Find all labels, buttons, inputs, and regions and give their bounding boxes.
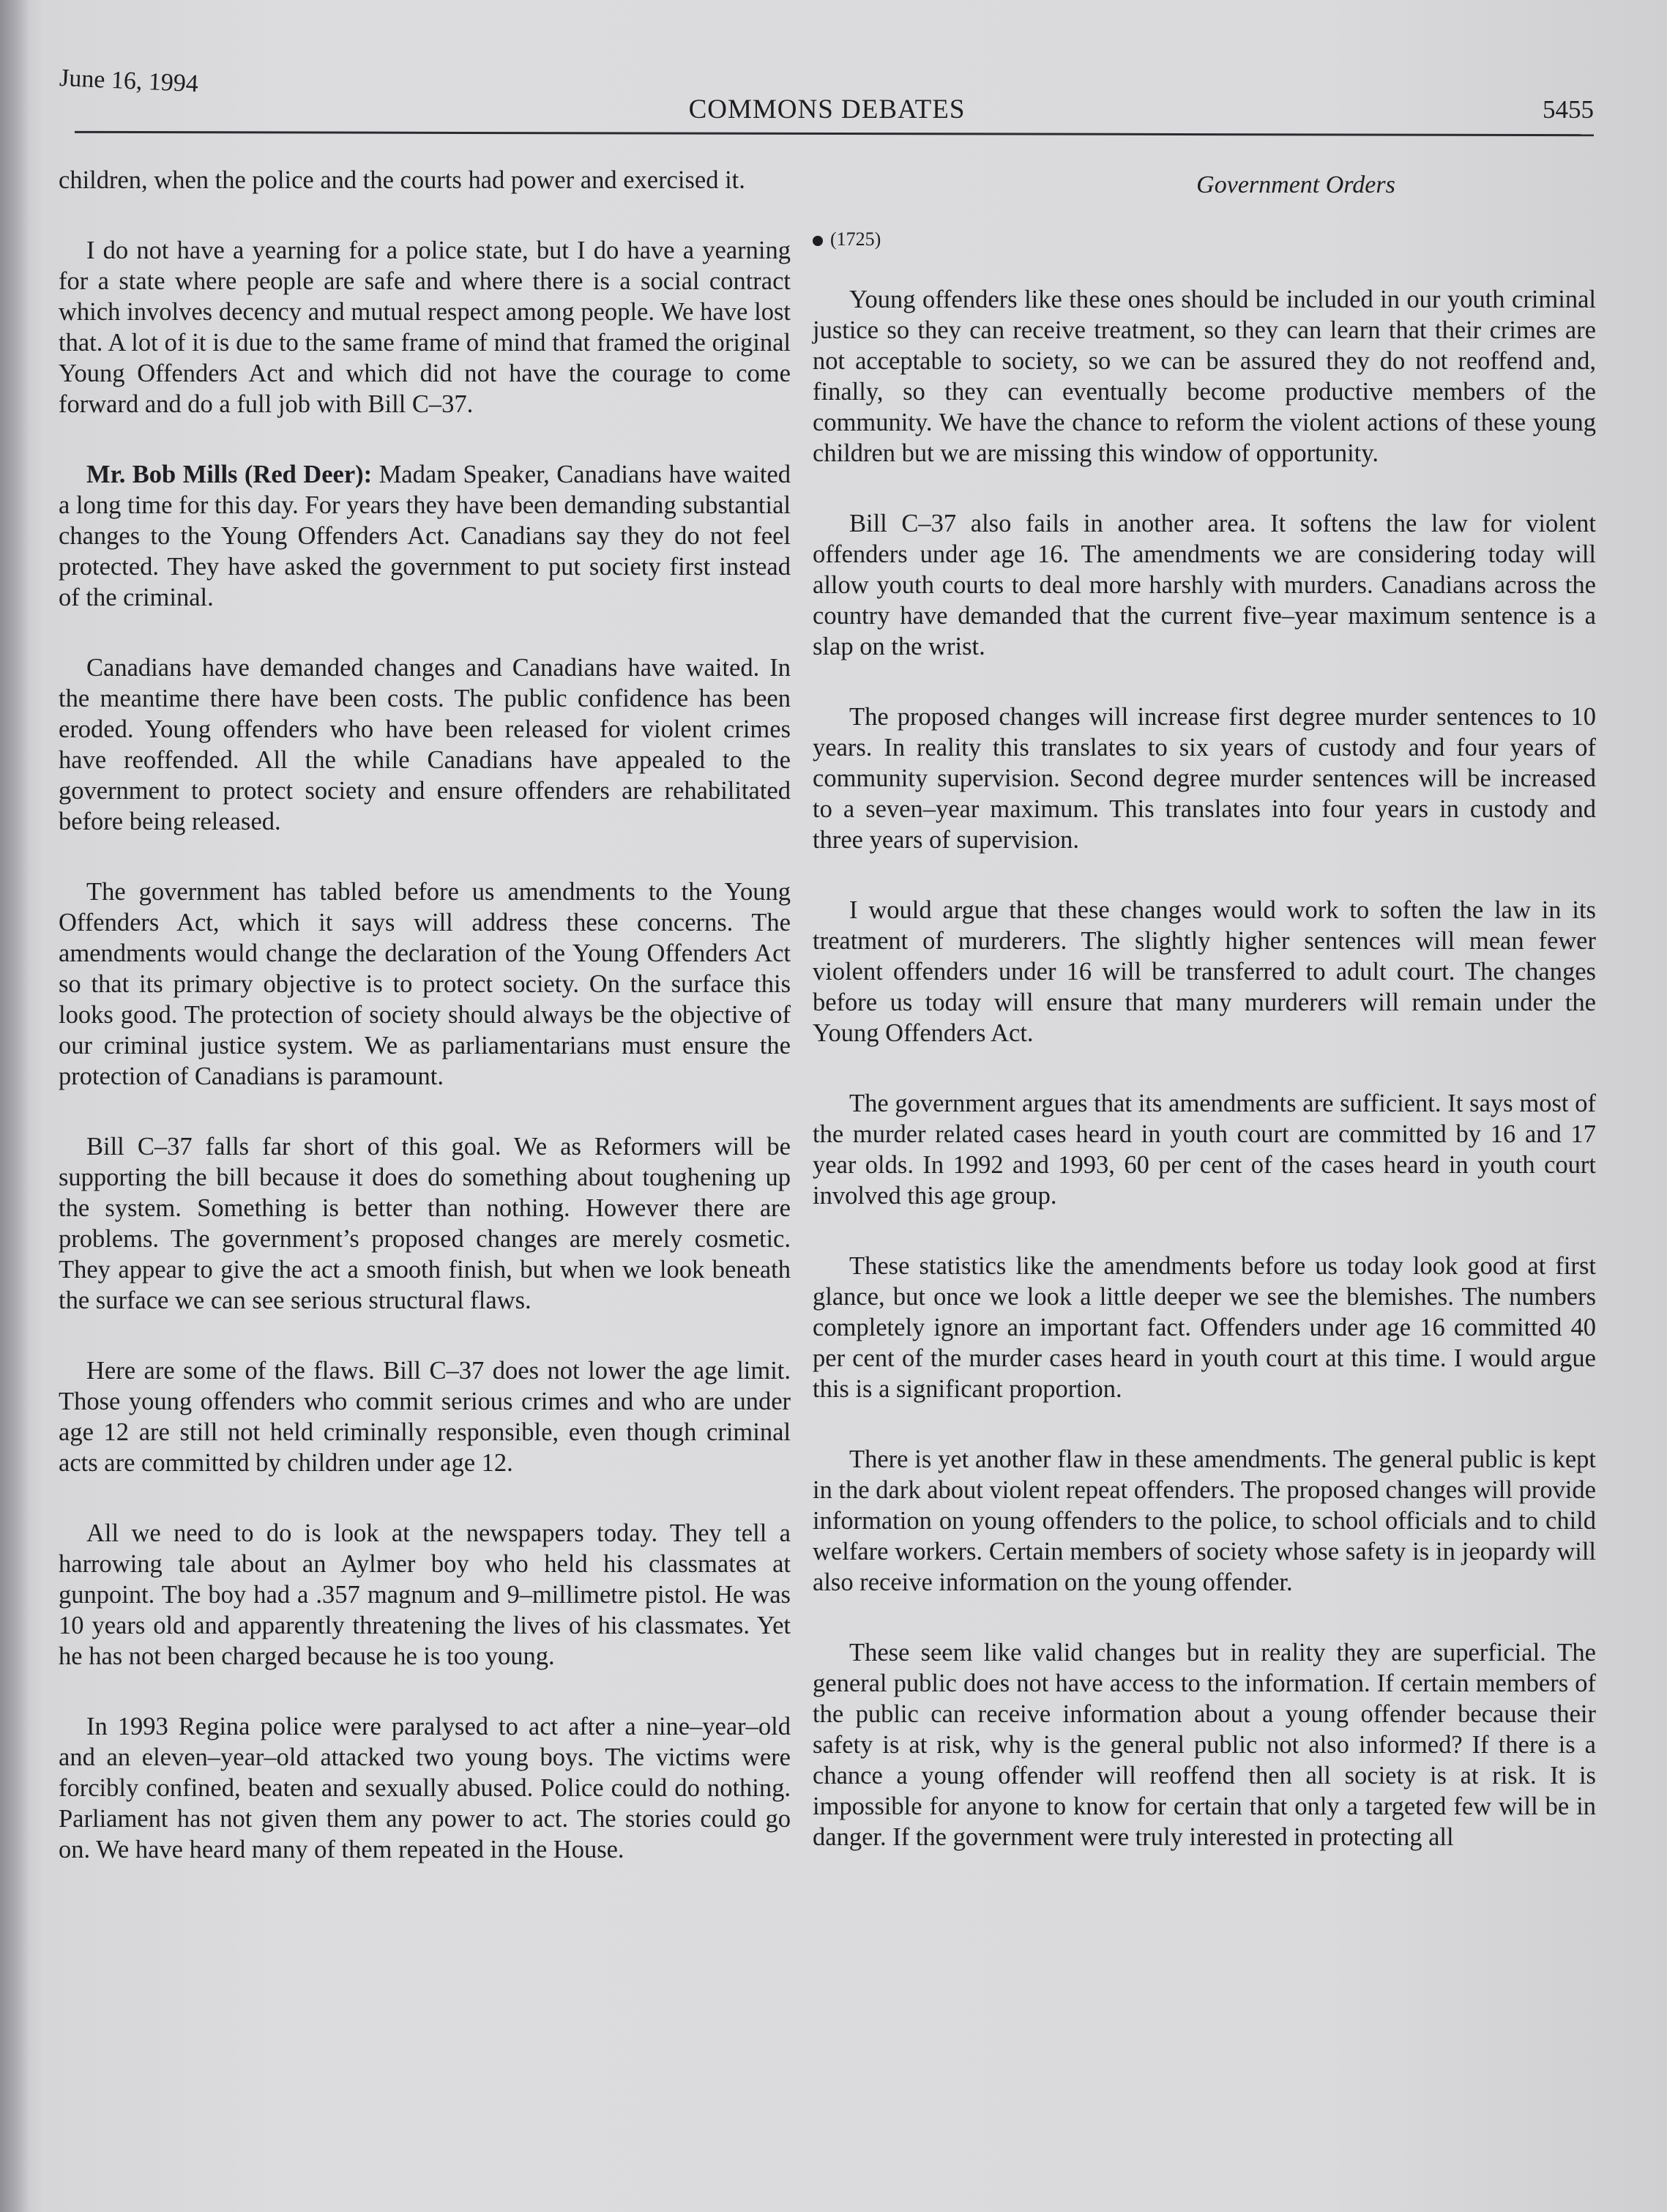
paragraph xyxy=(59,235,791,420)
paragraph-text: I would argue that these changes would work to soften the law in its treatment of murderers. The slightly higher sentences will mean fewer violent offenders under 16 will be transferred to adult court. The changes before us today will ensure that many murderers will remain under the Young Offenders Act. xyxy=(813,896,1596,1047)
paragraph-text: Bill C–37 also fails in another area. It softens the law for violent offenders under age 16. The amendments we are considering today will allow youth courts to deal more harshly with murders. Canadians across the country have demanded that the current five–year maximum sentence is a slap on the wrist. xyxy=(813,510,1596,660)
paragraph xyxy=(59,1131,791,1316)
binding-shadow xyxy=(0,0,29,2212)
paragraph-text: In 1993 Regina police were paralysed to act after a nine–year–old and an eleven–year–old attacked two young boys. The victims were forcibly confined, beaten and sexually abused. Police could do nothing. Parliament has not given them any power to act. The stories could go on. We have heard many of them repeated in the House. xyxy=(59,1713,791,1863)
header-rule xyxy=(75,131,1594,136)
right-paragraphs xyxy=(813,284,1596,1852)
timestamp-text: (1725) xyxy=(830,228,881,250)
paragraph xyxy=(59,459,791,613)
paragraph xyxy=(813,895,1596,1049)
paragraph-text: The government argues that its amendments are sufficient. It says most of the murder related cases heard in youth court are committed by 16 and 17 year olds. In 1992 and 1993, 60 per cent of the cases heard in youth court involved this age group. xyxy=(813,1090,1596,1210)
left-column xyxy=(59,165,791,1904)
paragraph xyxy=(813,508,1596,662)
page-number: 5455 xyxy=(1543,95,1594,124)
header-date: June 16, 1994 xyxy=(59,64,199,98)
paragraph-text: Madam Speaker, Canadians have waited a long time for this day. For years they have been demanding substantial changes to the Young Offenders Act. Canadians say they do not feel protected. They have asked the government to put society first instead of the criminal. xyxy=(59,461,791,611)
section-label: Government Orders xyxy=(1196,171,1395,198)
paragraph xyxy=(59,1518,791,1672)
paragraph xyxy=(813,1444,1596,1598)
paragraph xyxy=(59,1355,791,1478)
timestamp xyxy=(813,224,1596,255)
paragraph-text: There is yet another flaw in these amendments. The general public is kept in the dark about violent repeat offenders. The proposed changes will provide information on young offenders to the police, to school officials and to child welfare workers. Certain members of society whose safety is in jeopardy will also receive information on the young offender. xyxy=(813,1445,1596,1596)
paragraph xyxy=(59,1711,791,1865)
paragraph-text: children, when the police and the courts had power and exercised it. xyxy=(59,166,745,194)
paragraph xyxy=(813,1637,1596,1852)
paragraph-text: Young offenders like these ones should be included in our youth criminal justice so they can receive treatment, so they can learn that their crimes are not acceptable to society, so we can be assured they do not reoffend and, finally, so they can eventually become productive members of the community. We have the chance to reform the violent actions of these young children but we are missing this window of opportunity. xyxy=(813,286,1596,467)
paragraph-text: The government has tabled before us amendments to the Young Offenders Act, which it says will address these concerns. The amendments would change the declaration of the Young Offenders Act so that its primary objective is to protect society. On the surface this looks good. The protection of society should always be the objective of our criminal justice system. We as parliamentarians must ensure the protection of Canadians is paramount. xyxy=(59,878,791,1090)
paragraph-text: I do not have a yearning for a police state, but I do have a yearning for a state where people are safe and where there is a social contract which involves decency and mutual respect among people. We have lost that. A lot of it is due to the same frame of mind that framed the original Young Offenders Act and which did not have the courage to come forward and do a full job with Bill C–37. xyxy=(59,237,791,418)
paragraph-text: The proposed changes will increase first degree murder sentences to 10 years. In reality this translates to six years of custody and four years of community supervision. Second degree murder sentences will be increased to a seven–year maximum. This translates into four years in custody and three years of supervision. xyxy=(813,703,1596,854)
paragraph-text: Here are some of the flaws. Bill C–37 does not lower the age limit. Those young offenders who commit serious crimes and who are under age 12 are still not held criminally responsible, even though criminal acts are committed by children under age 12. xyxy=(59,1357,791,1477)
paragraph xyxy=(59,652,791,837)
paragraph-text: These seem like valid changes but in reality they are superficial. The general public does not have access to the information. If certain members of the public can receive information about a young offender because their safety is at risk, why is the general public not also informed? If there is a chance a young offender will reoffend then all society is at risk. It is impossible for anyone to know for certain that only a targeted few will be in danger. If the government were truly interested in protecting all xyxy=(813,1639,1596,1851)
bullet-icon xyxy=(813,236,823,246)
right-column xyxy=(813,170,1596,1892)
header-title: COMMONS DEBATES xyxy=(688,94,966,124)
paragraph-text: Bill C–37 falls far short of this goal. We as Reformers will be supporting the bill because it does do something about toughening up the system. Something is better than nothing. However there are problems. The government’s proposed changes are merely cosmetic. They appear to give the act a smooth finish, but when we look beneath the surface we can see serious structural flaws. xyxy=(59,1133,791,1314)
paragraph xyxy=(59,165,791,195)
paragraph xyxy=(813,1088,1596,1211)
speaker-name: Mr. Bob Mills (Red Deer): xyxy=(86,461,373,488)
paragraph-text: All we need to do is look at the newspapers today. They tell a harrowing tale about an Aylmer boy who held his classmates at gunpoint. The boy had a .357 magnum and 9–millimetre pistol. He was 10 years old and apparently threatening the lives of his classmates. Yet he has not been charged because he is too young. xyxy=(59,1519,791,1670)
paragraph-text: Canadians have demanded changes and Canadians have waited. In the meantime there have been costs. The public confidence has been eroded. Young offenders who have been released for violent crimes have reoffended. All the while Canadians have appealed to the government to protect society and ensure offenders are rehabilitated before being released. xyxy=(59,654,791,835)
page-header xyxy=(60,64,1594,138)
paragraph xyxy=(813,1251,1596,1404)
paragraph xyxy=(59,876,791,1092)
paragraph-text: These statistics like the amendments before us today look good at first glance, but once we look a little deeper we see the blemishes. The numbers completely ignore an important fact. Offenders under age 16 committed 40 per cent of the murder cases heard in youth court at this time. I would argue this is a significant proportion. xyxy=(813,1252,1596,1403)
paragraph xyxy=(813,701,1596,855)
paragraph xyxy=(813,284,1596,469)
